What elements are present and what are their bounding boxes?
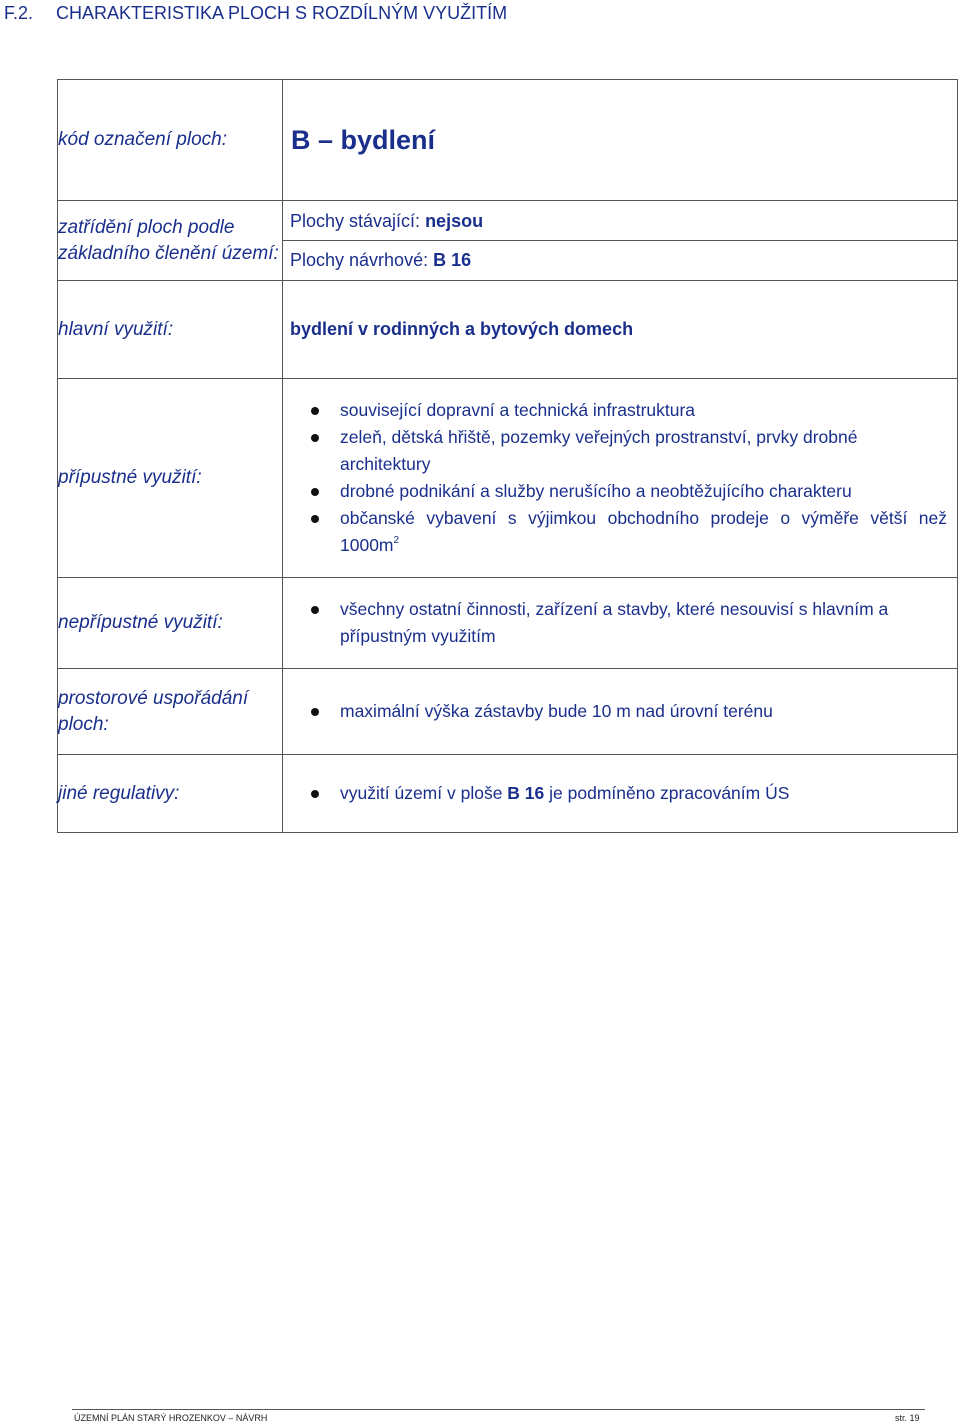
main-use-value: bydlení v rodinných a bytových domech [290, 319, 634, 339]
spatial-list [283, 698, 957, 725]
list-item [307, 596, 947, 650]
row-permitted-use [58, 379, 958, 578]
section-title: CHARAKTERISTIKA PLOCH S ROZDÍLNÝM VYUŽITÍM [56, 3, 508, 23]
row-prohibited-use [58, 578, 958, 669]
footer-page-number: str. 19 [895, 1413, 920, 1423]
existing-value: nejsou [425, 210, 484, 231]
main-use-value-cell [283, 281, 958, 379]
other-label: jiné regulativy: [58, 755, 283, 833]
bullet-icon [311, 434, 319, 442]
section-heading [4, 3, 507, 24]
row-spatial [58, 669, 958, 755]
list-item [307, 397, 947, 424]
list-item-text: všechny ostatní činnosti, zařízení a stavby, které nesouvisí s hlavním a přípustným využitím [340, 599, 889, 646]
permitted-use-value-cell [283, 379, 958, 578]
superscript: 2 [393, 535, 400, 546]
other-text-before: využití území v ploše [340, 783, 503, 803]
other-list [283, 780, 957, 807]
list-item-text: drobné podnikání a služby nerušícího a neobtěžujícího charakteru [340, 481, 852, 501]
classification-value-cell [283, 201, 958, 281]
list-item [307, 424, 947, 478]
bullet-icon [311, 790, 319, 798]
bullet-icon [311, 515, 319, 523]
list-item [307, 780, 947, 807]
other-value-cell [283, 755, 958, 833]
bullet-icon [311, 606, 319, 614]
section-number: F.2. [4, 3, 34, 23]
list-item-text: související dopravní a technická infrastruktura [340, 400, 696, 420]
prohibited-use-value-cell [283, 578, 958, 669]
proposed-label: Plochy návrhové: [290, 249, 429, 270]
existing-label: Plochy stávající: [290, 210, 421, 231]
existing-areas [283, 202, 957, 240]
list-item [307, 478, 947, 505]
main-use-label: hlavní využití: [58, 281, 283, 379]
row-code [58, 80, 958, 201]
list-item [307, 505, 947, 559]
bullet-icon [311, 488, 319, 496]
spatial-label: prostorové uspořádání ploch: [58, 669, 283, 755]
code-value-cell [283, 80, 958, 201]
proposed-areas [283, 240, 957, 279]
spatial-value-cell [283, 669, 958, 755]
regulation-table [57, 79, 958, 833]
row-other [58, 755, 958, 833]
prohibited-use-label: nepřípustné využití: [58, 578, 283, 669]
footer-document-title: ÚZEMNÍ PLÁN STARÝ HROZENKOV – NÁVRH [74, 1413, 268, 1423]
list-item-text: zeleň, dětská hřiště, pozemky veřejných prostranství, prvky drobné architektury [340, 427, 858, 474]
list-item-text: maximální výška zástavby bude 10 m nad úrovní terénu [340, 701, 773, 721]
code-value: B – bydlení [291, 124, 436, 155]
row-classification [58, 201, 958, 281]
proposed-value: B 16 [433, 249, 472, 270]
footer-divider [72, 1409, 925, 1410]
bullet-icon [311, 708, 319, 716]
row-main-use [58, 281, 958, 379]
permitted-use-label: přípustné využití: [58, 379, 283, 578]
other-text-after: je podmíněno zpracováním ÚS [549, 783, 790, 803]
permitted-use-list [283, 397, 957, 559]
code-label: kód označení ploch: [58, 80, 283, 201]
other-text-bold: B 16 [507, 783, 545, 803]
list-item [307, 698, 947, 725]
prohibited-use-list [283, 596, 957, 650]
list-item-text: občanské vybavení s výjimkou obchodního prodeje o výměře větší než 1000m [340, 508, 947, 555]
classification-label: zatřídění ploch podle základního členění území: [58, 201, 283, 281]
bullet-icon [311, 407, 319, 415]
